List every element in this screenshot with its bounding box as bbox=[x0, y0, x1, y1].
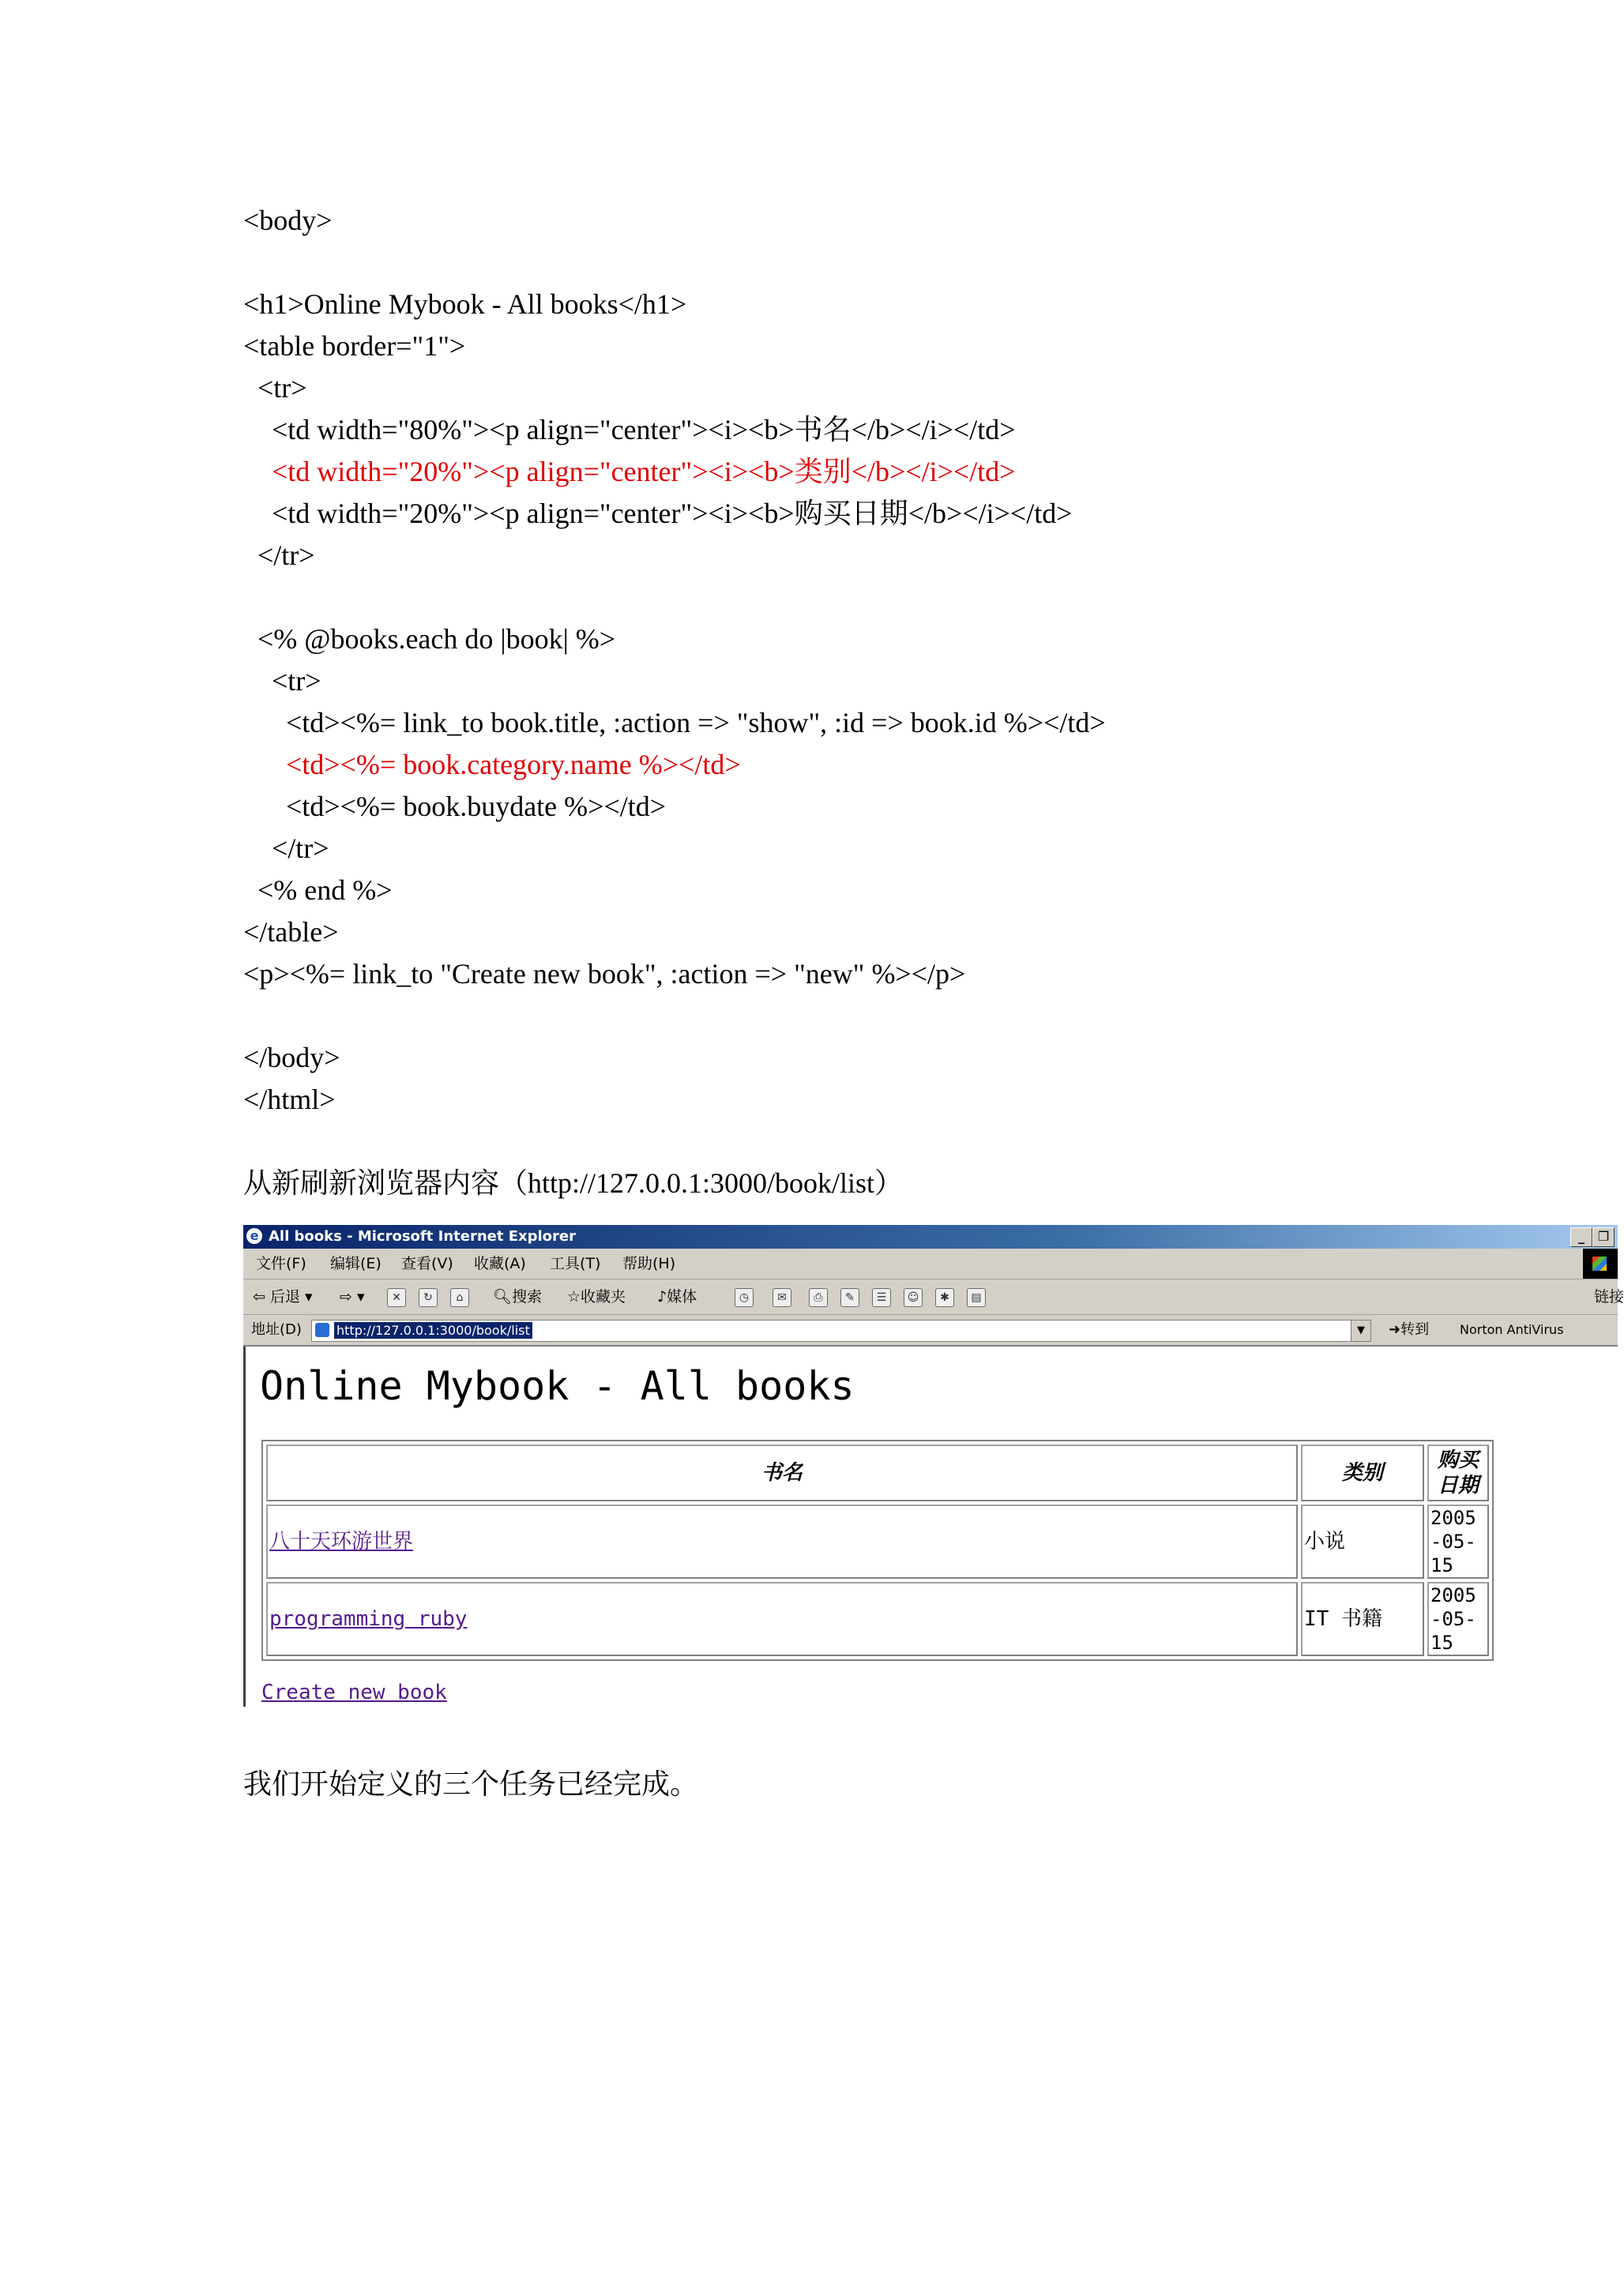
caption-done: 我们开始定义的三个任务已经完成。 bbox=[243, 1768, 699, 1800]
book-title-cell bbox=[266, 1582, 1298, 1656]
book-category: IT 书籍 bbox=[1301, 1582, 1424, 1656]
go-label: 转到 bbox=[1400, 1321, 1430, 1338]
code-line: <tr> bbox=[258, 372, 307, 404]
favorites-label: 收藏夹 bbox=[581, 1288, 626, 1306]
book-title-link[interactable]: programming ruby bbox=[269, 1607, 468, 1631]
back-button[interactable]: ⇦ 后退 ▾ bbox=[253, 1288, 313, 1306]
menu-view[interactable]: 查看(V) bbox=[401, 1255, 453, 1272]
header-title: 书名 bbox=[266, 1445, 1298, 1501]
media-button[interactable] bbox=[657, 1279, 697, 1314]
code-line: </tr> bbox=[272, 832, 329, 864]
norton-antivirus-button[interactable]: Norton AntiVirus bbox=[1460, 1322, 1564, 1337]
code-line: <body> bbox=[243, 205, 333, 236]
media-icon: ♪ bbox=[657, 1288, 667, 1306]
code-line: </html> bbox=[243, 1084, 336, 1115]
toolbar bbox=[243, 1279, 1624, 1315]
back-label: 后退 bbox=[269, 1288, 300, 1306]
favorites-button[interactable] bbox=[567, 1279, 626, 1314]
book-title-link[interactable]: 八十天环游世界 bbox=[269, 1530, 414, 1554]
table-row bbox=[266, 1582, 1489, 1656]
media-label: 媒体 bbox=[667, 1288, 697, 1306]
stop-icon[interactable]: ✕ bbox=[387, 1288, 406, 1307]
home-icon[interactable]: ⌂ bbox=[450, 1288, 469, 1307]
address-input[interactable] bbox=[311, 1320, 1355, 1342]
menu-tools[interactable]: 工具(T) bbox=[550, 1255, 601, 1272]
code-line: <% @books.each do |book| %> bbox=[258, 623, 616, 655]
history-icon[interactable]: ◷ bbox=[735, 1288, 754, 1307]
links-button[interactable]: 链接 bbox=[1594, 1288, 1624, 1306]
chevron-down-icon[interactable]: ▼ bbox=[1351, 1320, 1371, 1342]
create-new-book-link[interactable]: Create new book bbox=[261, 1681, 447, 1704]
books-table bbox=[261, 1440, 1494, 1661]
messenger-icon[interactable]: ☺ bbox=[904, 1288, 923, 1307]
table-row bbox=[266, 1505, 1489, 1579]
search-icon: 🔍︎ bbox=[493, 1288, 513, 1306]
menu-edit[interactable]: 编辑(E) bbox=[330, 1255, 382, 1272]
minimize-button[interactable]: _ bbox=[1570, 1227, 1592, 1247]
window-title: All books - Microsoft Internet Explorer bbox=[269, 1228, 577, 1245]
book-category: 小说 bbox=[1301, 1505, 1424, 1579]
forward-button[interactable]: ⇨ ▾ bbox=[340, 1288, 365, 1306]
book-buydate: 2005-05-15 bbox=[1427, 1505, 1489, 1579]
table-header-row bbox=[266, 1445, 1489, 1501]
book-buydate: 2005-05-15 bbox=[1427, 1582, 1489, 1656]
book-title-cell bbox=[266, 1505, 1298, 1579]
favorites-icon: ☆ bbox=[567, 1288, 581, 1306]
search-button[interactable] bbox=[493, 1279, 542, 1314]
address-label: 地址(D) bbox=[251, 1321, 302, 1338]
menu-bar bbox=[243, 1249, 1618, 1279]
go-button[interactable] bbox=[1389, 1315, 1429, 1345]
ie-icon: e bbox=[246, 1228, 262, 1244]
refresh-icon[interactable]: ↻ bbox=[419, 1288, 438, 1307]
address-bar bbox=[243, 1315, 1618, 1347]
code-line-highlighted: <td width="20%"><p align="center"><i><b>类别</b></i></td> bbox=[272, 456, 1016, 487]
code-line: <tr> bbox=[272, 665, 321, 697]
edit-icon[interactable]: ✎ bbox=[840, 1288, 859, 1307]
mail-icon[interactable]: ✉ bbox=[773, 1288, 791, 1307]
page-heading: Online Mybook - All books bbox=[260, 1363, 855, 1409]
header-buydate: 购买日期 bbox=[1427, 1445, 1489, 1501]
code-line: <td><%= book.buydate %></td> bbox=[286, 791, 667, 822]
tool-icon[interactable]: ✱ bbox=[935, 1288, 954, 1307]
page-content bbox=[243, 1347, 1620, 1707]
title-bar bbox=[243, 1225, 1618, 1249]
code-line: <p><%= link_to "Create new book", :action => "new" %></p> bbox=[243, 958, 966, 990]
code-line: <td width="20%"><p align="center"><i><b>购买日期</b></i></td> bbox=[272, 498, 1073, 529]
go-arrow-icon: ➜ bbox=[1389, 1321, 1401, 1338]
print-icon[interactable]: ⎙ bbox=[809, 1288, 828, 1307]
code-line: <td><%= link_to book.title, :action => "show", :id => book.id %></td> bbox=[286, 707, 1106, 738]
discuss-icon[interactable]: ☰ bbox=[872, 1288, 891, 1307]
menu-file[interactable]: 文件(F) bbox=[256, 1255, 306, 1272]
code-line: <% end %> bbox=[258, 874, 393, 906]
header-category: 类别 bbox=[1301, 1445, 1424, 1501]
search-label: 搜索 bbox=[512, 1288, 543, 1306]
restore-button[interactable]: ❐ bbox=[1592, 1227, 1615, 1247]
browser-window bbox=[243, 1225, 1624, 1707]
code-line: <table border="1"> bbox=[243, 330, 466, 362]
address-url[interactable]: http://127.0.0.1:3000/book/list bbox=[334, 1322, 532, 1339]
code-line: <h1>Online Mybook - All books</h1> bbox=[243, 288, 687, 320]
forward-arrow-icon: ⇨ bbox=[340, 1288, 352, 1306]
code-line: </tr> bbox=[258, 539, 315, 571]
code-line-highlighted: <td><%= book.category.name %></td> bbox=[286, 749, 741, 780]
code-line: <td width="80%"><p align="center"><i><b>书名</b></i></td> bbox=[272, 414, 1016, 445]
back-arrow-icon: ⇦ bbox=[253, 1288, 265, 1306]
windows-logo-icon bbox=[1583, 1249, 1618, 1279]
code-line: </table> bbox=[243, 916, 339, 948]
code-line: </body> bbox=[243, 1042, 340, 1073]
research-icon[interactable]: ▤ bbox=[967, 1288, 986, 1307]
menu-help[interactable]: 帮助(H) bbox=[622, 1255, 676, 1272]
page-icon bbox=[315, 1323, 329, 1337]
caption-refresh: 从新刷新浏览器内容（http://127.0.0.1:3000/book/list） bbox=[243, 1167, 904, 1199]
menu-favorites[interactable]: 收藏(A) bbox=[474, 1255, 526, 1272]
